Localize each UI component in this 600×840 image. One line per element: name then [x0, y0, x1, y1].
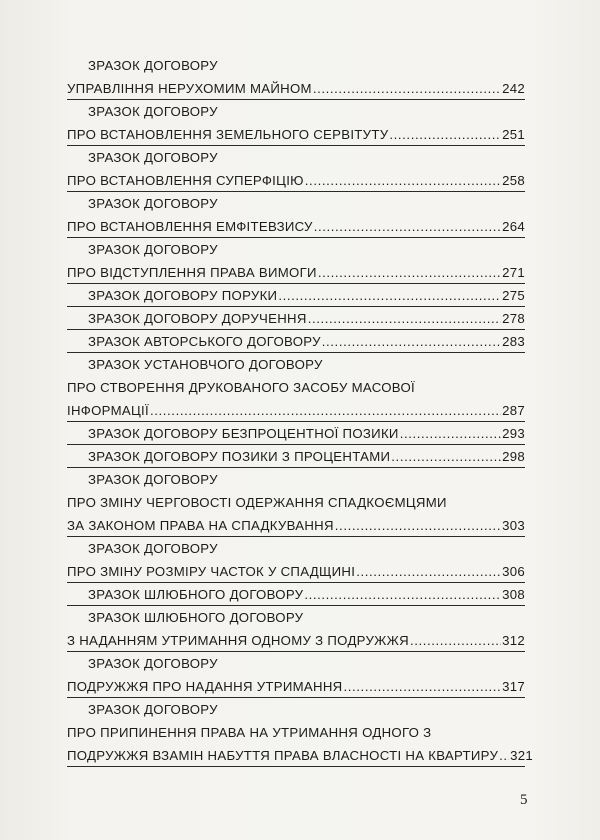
- toc-entry-title: ЗРАЗОК ШЛЮБНОГО ДОГОВОРУ: [88, 587, 304, 602]
- toc-entry-final-line: [67, 422, 525, 445]
- toc-entry: [67, 100, 525, 146]
- toc-entry-title: ЗРАЗОК АВТОРСЬКОГО ДОГОВОРУ: [88, 334, 321, 349]
- toc-entry: [67, 445, 525, 468]
- toc-entry-final-line: [67, 330, 525, 353]
- toc-entry-title-line: ПРО ПРИПИНЕННЯ ПРАВА НА УТРИМАННЯ ОДНОГО З: [67, 725, 432, 740]
- toc-entry-title: ЗРАЗОК ДОГОВОРУ ПОРУКИ: [88, 288, 278, 303]
- toc-entry-final-line: [67, 307, 525, 330]
- toc-entry-heading: ЗРАЗОК ШЛЮБНОГО ДОГОВОРУ: [88, 610, 304, 625]
- toc-entry-title: ПРО ВСТАНОВЛЕННЯ ЗЕМЕЛЬНОГО СЕРВІТУТУ: [67, 127, 389, 142]
- toc-entry-heading: ЗРАЗОК ДОГОВОРУ: [88, 104, 218, 119]
- toc-entry: [67, 537, 525, 583]
- toc-page-number: 298: [502, 449, 525, 464]
- dot-leader: [499, 744, 509, 767]
- toc-entry-final-line: [67, 169, 525, 192]
- dot-leader: [344, 675, 502, 698]
- toc-page-number: 242: [502, 81, 525, 96]
- toc-entry-title: ПОДРУЖЖЯ ПРО НАДАННЯ УТРИМАННЯ: [67, 679, 343, 694]
- dot-leader: [400, 422, 501, 445]
- toc-entry: [67, 284, 525, 307]
- toc-entry-final-line: [67, 744, 534, 767]
- toc-entry-heading: ЗРАЗОК ДОГОВОРУ: [88, 196, 218, 211]
- toc-entry-heading: ЗРАЗОК ДОГОВОРУ: [88, 242, 218, 257]
- toc-entry-heading: ЗРАЗОК ДОГОВОРУ: [88, 150, 218, 165]
- toc-entry: [67, 54, 525, 100]
- toc-entry-title: ПРО ВСТАНОВЛЕННЯ ЕМФІТЕВЗИСУ: [67, 219, 313, 234]
- toc-entry-title: ЗРАЗОК ДОГОВОРУ ДОРУЧЕННЯ: [88, 311, 307, 326]
- toc-entry-final-line: [67, 399, 525, 422]
- toc-entry-final-line: [67, 629, 525, 652]
- toc-entry-title: ПОДРУЖЖЯ ВЗАМІН НАБУТТЯ ПРАВА ВЛАСНОСТІ НА КВАРТИРУ: [67, 748, 499, 763]
- toc-page-number: 321: [510, 748, 534, 763]
- toc-entry: [67, 583, 525, 606]
- toc-entry: [67, 652, 525, 698]
- toc-entry-heading: ЗРАЗОК ДОГОВОРУ: [88, 472, 218, 487]
- toc-entry-title-line: ПРО ЗМІНУ ЧЕРГОВОСТІ ОДЕРЖАННЯ СПАДКОЄМЦЯМИ: [67, 495, 447, 510]
- toc-entry: [67, 146, 525, 192]
- toc-entry-final-line: [67, 215, 525, 238]
- toc-entry-title: ПРО ВІДСТУПЛЕННЯ ПРАВА ВИМОГИ: [67, 265, 317, 280]
- toc-page-number: 258: [502, 173, 525, 188]
- toc-entry-final-line: [67, 77, 525, 100]
- dot-leader: [410, 629, 501, 652]
- toc-page-number: 251: [502, 127, 525, 142]
- toc-page-number: 283: [502, 334, 525, 349]
- toc-entry-title: З НАДАННЯМ УТРИМАННЯ ОДНОМУ З ПОДРУЖЖЯ: [67, 633, 409, 648]
- toc-entry-final-line: [67, 445, 525, 468]
- dot-leader: [313, 77, 501, 100]
- dot-leader: [278, 284, 501, 307]
- toc-page-number: 303: [502, 518, 525, 533]
- dot-leader: [305, 169, 501, 192]
- toc-entry-title-line: ПРО СТВОРЕННЯ ДРУКОВАНОГО ЗАСОБУ МАСОВОЇ: [67, 380, 415, 395]
- dot-leader: [308, 307, 501, 330]
- toc-entry-title: ПРО ЗМІНУ РОЗМІРУ ЧАСТОК У СПАДЩИНІ: [67, 564, 356, 579]
- toc-entry-title: ЗРАЗОК ДОГОВОРУ ПОЗИКИ З ПРОЦЕНТАМИ: [88, 449, 391, 464]
- dot-leader: [314, 215, 501, 238]
- table-of-contents: [67, 54, 534, 767]
- toc-page-number: 278: [502, 311, 525, 326]
- dot-leader: [389, 123, 501, 146]
- toc-page-number: 275: [502, 288, 525, 303]
- toc-entry-title: ЗА ЗАКОНОМ ПРАВА НА СПАДКУВАННЯ: [67, 518, 334, 533]
- toc-page-number: 287: [502, 403, 525, 418]
- toc-entry-heading: ЗРАЗОК УСТАНОВЧОГО ДОГОВОРУ: [88, 357, 323, 372]
- toc-entry-final-line: [67, 583, 525, 606]
- toc-entry-heading: ЗРАЗОК ДОГОВОРУ: [88, 702, 218, 717]
- toc-entry-heading: ЗРАЗОК ДОГОВОРУ: [88, 656, 218, 671]
- toc-entry: [67, 606, 525, 652]
- dot-leader: [335, 514, 501, 537]
- toc-page-number: 264: [502, 219, 525, 234]
- toc-entry-final-line: [67, 123, 525, 146]
- toc-entry: [67, 422, 525, 445]
- toc-entry: [67, 353, 525, 422]
- dot-leader: [150, 399, 501, 422]
- toc-entry: [67, 468, 525, 537]
- toc-page-number: 317: [502, 679, 525, 694]
- toc-entry-title: ПРО ВСТАНОВЛЕННЯ СУПЕРФІЦІЮ: [67, 173, 304, 188]
- dot-leader: [322, 330, 501, 353]
- toc-entry: [67, 238, 525, 284]
- toc-page-number: 308: [502, 587, 525, 602]
- toc-entry-final-line: [67, 284, 525, 307]
- toc-entry-heading: ЗРАЗОК ДОГОВОРУ: [88, 58, 218, 73]
- toc-page-number: 271: [502, 265, 525, 280]
- dot-leader: [391, 445, 501, 468]
- toc-entry-title: ІНФОРМАЦІЇ: [67, 403, 149, 418]
- toc-page-number: 293: [502, 426, 525, 441]
- dot-leader: [356, 560, 501, 583]
- dot-leader: [318, 261, 501, 284]
- toc-entry: [67, 698, 534, 767]
- toc-entry-final-line: [67, 514, 525, 537]
- page-number: 5: [520, 792, 528, 808]
- toc-entry-heading: ЗРАЗОК ДОГОВОРУ: [88, 541, 218, 556]
- toc-entry-final-line: [67, 675, 525, 698]
- dot-leader: [304, 583, 501, 606]
- toc-entry: [67, 192, 525, 238]
- toc-entry-final-line: [67, 560, 525, 583]
- toc-entry: [67, 307, 525, 330]
- toc-page-number: 312: [502, 633, 525, 648]
- toc-entry-final-line: [67, 261, 525, 284]
- toc-entry-title: ЗРАЗОК ДОГОВОРУ БЕЗПРОЦЕНТНОЇ ПОЗИКИ: [88, 426, 399, 441]
- underline-rule: [67, 766, 525, 767]
- toc-entry-title: УПРАВЛІННЯ НЕРУХОМИМ МАЙНОМ: [67, 81, 312, 96]
- toc-page-number: 306: [502, 564, 525, 579]
- toc-entry: [67, 330, 525, 353]
